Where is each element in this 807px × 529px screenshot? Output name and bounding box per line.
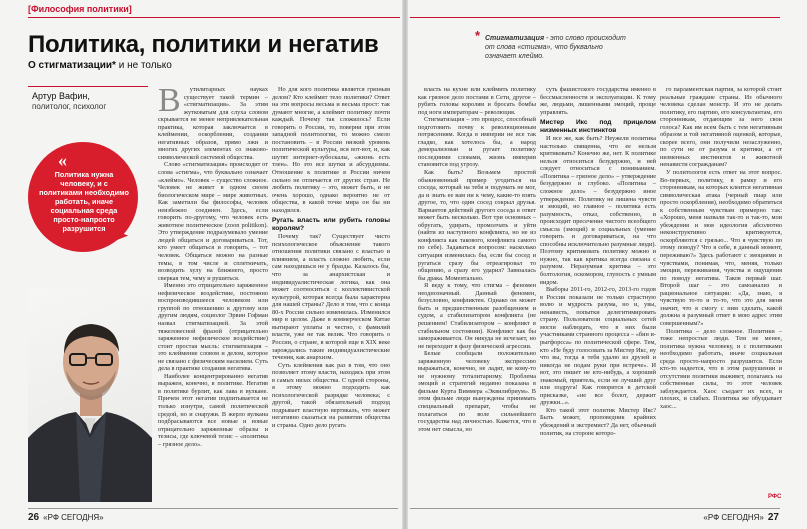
paragraph: Политика – дело сложное. Политики – тоже непростые люди. Тем не менее, политика нужна человеку, и с политиками необходимо работать, иначе социальная среда просто-напросто разрушится. Если кто-то надеется, что в этом разрушении и отсутствии политики выживет, полагаясь на собственные силы, то этот человек заблуждается. Хаос съедает их всех, и плохих, и слабых. Политика же обуздывает хаос...	[660, 327, 782, 410]
page-number-left: 26	[28, 512, 40, 523]
subhead-bold: О стигматизации*	[28, 60, 116, 71]
article-column-3	[418, 86, 536, 504]
paragraph: Слово «стигматизация» происходит от слова «стигма», что буквально означает «клеймо». Человек – существо сложное. Человек не живет в одном своем биологическом мире – мире животных. Как заметили бы философы, человек неизбежно соединен. Здесь, если говорить по-другому, что человек есть животное политическое (zoon politikon). Это утверждение подразумевало умение людей общаться и договариваться. Тот, кто умеет общаться и говорить, – тот человек. Общаться можно на разные темы, в том числе и сплетничать, возводить хулу на ближнего, просто сверкая тем, чему и рушиться.	[158, 161, 268, 282]
drop-cap: В	[158, 86, 181, 119]
author-name: Артур Вафин,	[32, 91, 90, 101]
section-heading: Ругать власть или рубить головы королям?	[272, 217, 390, 233]
footnote-asterisk: *	[475, 28, 481, 43]
author-role: политолог, психолог	[32, 102, 107, 111]
paragraph: утилитарных науках существует такой термин – «стигматизация». За этим жутковатым для слуха словом скрывается не менее непривлекательная практика, которая заключается в клеймении, оскорблении, создании негативных образов, прямо лжи и многих других элементах со знаково-символической системой общества.	[158, 86, 268, 161]
end-mark: РФС	[768, 494, 782, 500]
article-subhead	[28, 60, 172, 71]
paragraph: власть на кухне или клеймить политику как грязное дело постами в Сети, другое – рубить головы королям и бросать бомбы под ноги императорам – революция.	[418, 86, 536, 116]
quote-mark-icon: «	[58, 150, 67, 170]
footer-rule-left	[28, 508, 398, 509]
article-headline: Политика, политики и негатив	[28, 31, 379, 58]
paragraph: го парламентская партия, за которой стоит реальные граждане страны. Из обычного человека сделан монстр. И это не делать политику, его партию, его консультантам, его сторонникам, отдающим за него свои голоса? Как им всем быть с тем негативным образом и той негативной оценкой, которые, скорее всего, они получили незаслуженно, по сути не от разума и критики, а от низменных инстинктов и животной ненависти согражданам?	[660, 86, 782, 169]
paragraph: Наиболее концентрированно негатив выражен, конечно, в политике. Негатив в политике бурлит, как лава в вулкане. Причем этот негатив подпитывается не только изнутри, самой политической средой, но и снаружи. В жерло вулкана подбрасываются все новые и новые отрицательно заряженные образы и тезисы, где ключевой тезис – «политика – грязное дело».	[158, 372, 268, 448]
page-gutter	[402, 0, 408, 529]
paragraph: Стигматизация – это процесс, способный подготовить почву к революционным потрясениям. Когда в империи не все так гладко, как хотелось бы, а народ деморализован и ругает политику последними словами, жизнь империи становится под угрозу.	[418, 116, 536, 169]
subhead-rest: и не только	[115, 60, 172, 71]
author-portrait-image	[28, 288, 152, 502]
paragraph: Белые сообщали положительно заряженную человеку экспрессию выражаться, конечно, не ладят, не кому-то не нужному тоталитаризму. Проблема эмоций и стратегий недавно показана в фильме Курта Виммера «Эквилибриум». В этом фильме люди вынуждены принимать специальный препарат, чтобы не полагаться по воле сильнейшего государства над личностью. Кажется, что в этом нет смысла, но	[418, 350, 536, 433]
paragraph: Почему так? Существует чисто психологическое объяснение такого отношения политики связано с властью и влиянием, а власть сложно любить, если сам находишься не у бразды. Казалось бы, что за анархистская и индивидуалистическая логика, как она может соотноситься с коллективистской культурой, которая всегда была характерна для нашей страны? Дело в том, что с конца 80-х Россия сильно изменилась. Изменился мир в целом. Даже в коммерческом Китае вытирают уплаты и честно, с фамилий власти, уже не так велик. Что говорить о России, о стране, в которой еще в XIX веке зарождались такие индивидуалистические течения, как анархизм.	[272, 233, 390, 362]
paragraph: Как быть? Возьмем простой обыкновенный пример угодиться на соседа, который на тебя и подумать не мог, да и знать ее вам ни к чему, какие-то взять другое, то, что один сосед сокрыл друзья. Вариантов действий другого соседа в ответ может быть несколько. Вот три основных – обругать, удирать, промолчать и уйти (найти из наступного конфликта, но не из конфликта как такового, конфликта самого по себе). Задаваться вопросом: насколько ситуация изменилась бы, если бы сосед и ругаться сразу бы отреагировал то общению, а сразу его ударил? Завязалась бы драка. Моментально.	[418, 169, 536, 282]
paragraph: суть фашистского государства именно в бессмысленности и эксплуатации. К тому же, людьми, лишенными эмоций, проще управлять.	[540, 86, 656, 116]
paragraph: У политологов есть ответ на этот вопрос. Во-первых, политику, в рамку и его сторонникам, на которых клеится негативная символическая атака (черный пиар или просто оскорбления), необходимо обратиться к собственным чувствам примерно так: «Хорошо, меня назвали так-то и так-то, мои убеждения и моя идеология абсолютно неконструктивно критикуются, оскорбляются с грязью... Что я чувствую по этому поводу? Что я себе, в данный момент, переживаю?» Здесь работают с эмоциями и чувствами, понимая, что, меняя, только эмоции, переживания, чувства и ощущения по поводу негатива. Таков первый шаг. Второй шаг – это самоанализ и рациональное ситуации: «Да, знаю, я чувствую то-то и то-то, что это для меня значит, что я смогу с ним сделать, какой должна я разумный ответ в мою адрес этим совершенным?»	[660, 169, 782, 327]
section-rubric: [Философия политики]	[28, 4, 132, 14]
paragraph: Выборы 2011-го, 2012-го, 2013-го годов в России показали не только страстную волю и мудрость разума, но и, увы, ненависть, попытки делегитимировать страну. Пользователи социальных сетей могли наблюдать, что в них были участниками странного процесса – «бин и-рыгфорсса» по политической сфере. Тем, кто «Не буду голосовать за Мистер Икс, ну что вы, тогда я тебя удалю из друзей и никогда не подам руки при встрече». И вот, это пишет не кто-нибудь, а хороший знакомый, приятель, если не лучший друг или подруга! Как говорится в детской присказке, «не все болот, держит дружки...».	[540, 286, 656, 407]
magazine-title-left: «РФ СЕГОДНЯ»	[43, 513, 104, 522]
section-heading: Мистер Икс под прицелом низменных инстинктов	[540, 119, 656, 135]
paragraph: Но для кого политика является грязным делом? Кто клеймит тело политики? Ответ на эти вопросы весьма и весьма прост: так думают многие, а клеймит политику почти каждый. Почему так сложилось? Если говорить о России, то, поверни при этом западной политологии, то можно смело постановить – в России низкий уровень политической культуры, вся вот-вот, и, как шутят интернет-зубоскалы, «жизнь есть тлен». Но это все шутки и абсурдизмы. Отношение к политике в России ничем сильно не отличается от других стран. Не любить политику – это, может быть, и не очень хорошо, однако вероятно не от общества, в какой точке мира он бы ни находился.	[272, 86, 390, 214]
author-rule	[28, 86, 148, 87]
pull-quote-text: Политика нужна человеку, и с политиками необходимо работать, иначе социальная среда просто-напросто разрушится	[39, 170, 129, 233]
rubric-rule-right	[410, 17, 780, 18]
footnote-term: Стигматизация	[485, 35, 545, 42]
page-number-right: 27	[767, 512, 779, 523]
paragraph: И все же, как быть? Неужели политика настолько священна, что ее нельзя критиковать? Конечно же, нет. К политике нельзя относиться безудержно, и ней следует относиться с пониманием. «Политика – грязное дело» – утверждение безудержно и глубоко. «Политика – сложное дело» – безудержно иное утверждение. Политику не лишена чувств и эмоций, но главное – политика есть разумность, отказ, собственно, и происходит пресечение чистого всеобщего смысла (эмоций) и социальных (умение говорить и договариваться, на что способны исключительно разумные люди). Поэтому критиковать политику можно и нужно, так как критика всегда связана с разумом. Неразумная критика – это болтология, оскомором, глупость с умным видом.	[540, 135, 656, 286]
paragraph: Именно это отрицательно заряженное нефизическое воздействие, постоянно воспроизводившееся человеком или группой по отношению к другому или другим людям, социолог Эрвин Гофман назвал стигматизацией. За этой тяжеловесной фразой (отрицательно заряженное нефизическое воздействие) стоит простая мысль: стигматизация – это клеймение словом и делом, которое не связано с физическим насилием. Суть дела в практике создания негатива.	[158, 282, 268, 373]
author-photo	[28, 288, 152, 502]
page-footer-left	[28, 512, 104, 523]
footnote	[475, 28, 635, 61]
article-column-2	[272, 86, 390, 504]
magazine-title-right: «РФ СЕГОДНЯ»	[703, 513, 764, 522]
page-footer-right	[703, 512, 779, 523]
paragraph: Я веду к тому, что стигма – феномен неоднозначный. Данный феномен, безусловно, конфликтен. Однако он может быть и предшественным разобщением и судом, а стабилизатором конфликта (не решением! Стабилизатором – конфликт в стабильном состоянии). Конфликт как бы замораживается. Он никуда не исчезает, но не переходит в фазу физической агрессии.	[418, 282, 536, 350]
footnote-text: - это слово происходит от слова «стигма», что буквально означает клеймо.	[485, 35, 626, 60]
paragraph: Кто такой этот политик Мистер Икс? Быть может, проповедник крайних убеждений и экстремист? Да нет, обычный политик, на стороне которо-	[540, 406, 656, 437]
article-column-1	[158, 86, 268, 504]
article-column-4	[540, 86, 656, 504]
paragraph: Суть клеймения как раз в том, что оно позволяет этому власти, находясь при этом в самых низах общества. С одной стороны, я этому можно подходить как психологической разрядке человека; с другой, такой обязательный подход подрывает властную вертикаль, что может негативно сказаться на развитии общества и страны. Одно дело ругать	[272, 361, 390, 429]
rubric-rule-left	[28, 17, 400, 18]
footer-rule-right	[410, 508, 780, 509]
article-column-5	[660, 86, 782, 504]
